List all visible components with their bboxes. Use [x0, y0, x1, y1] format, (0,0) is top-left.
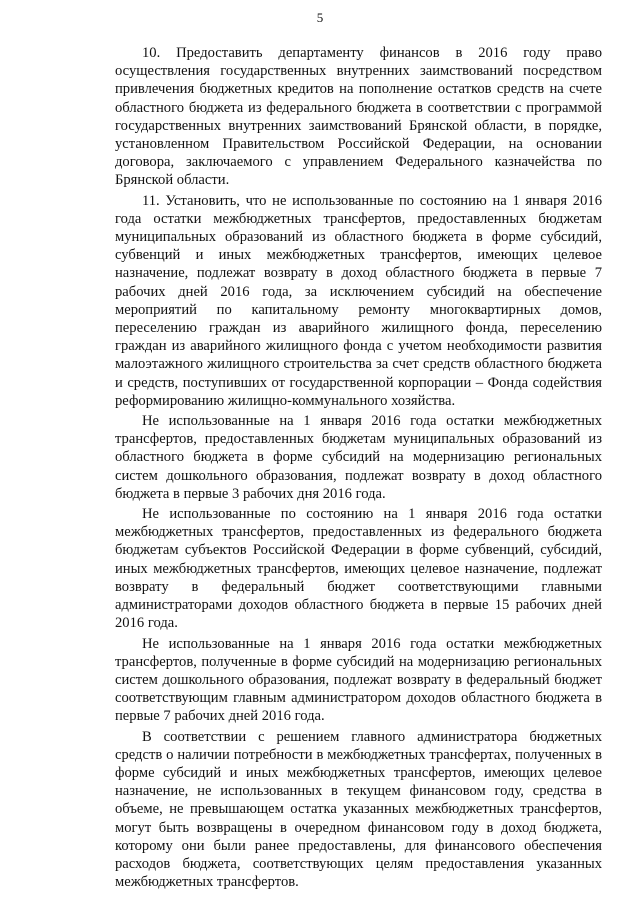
document-body	[115, 44, 602, 891]
page-number: 5	[316, 10, 324, 25]
paragraph-preschool-subsidies-return: Не использованные на 1 января 2016 года остатки межбюджетных трансфертов, предоставленных бюджетам муниципальных образований из областного бюджета в форме субсидий на модернизацию региональных систем дошкольного образования, подлежат возврату в доход областного бюджета в первые 3 рабочих дня 2016 года.	[115, 413, 602, 502]
paragraph-reuse-of-transfers: В соответствии с решением главного администратора бюджетных средств о наличии потребности в межбюджетных трансфертах, полученных в форме субсидий и иных межбюджетных трансфертов, имеющих целевое назначение, не использованных в текущем финансовом году, средства в объеме, не превышающем остатка указанных межбюджетных трансфертов, могут быть возвращены в очередном финансовом году в доход бюджета, которому они были ранее предоставлены, для финансового обеспечения расходов бюджета, соответствующих целям предоставления указанных межбюджетных трансфертов.	[115, 728, 602, 891]
paragraph-federal-transfers-return: Не использованные по состоянию на 1 января 2016 года остатки межбюджетных трансфертов, предоставленных из федерального бюджета бюджетам субъектов Российской Федерации в форме субвенций, субсидий, иных межбюджетных трансфертов, имеющих целевое назначение, подлежат возврату в федеральный бюджет соответствующими главными администраторами доходов областного бюджета в первые 15 рабочих дней 2016 года.	[115, 506, 602, 632]
paragraph-10: 10. Предоставить департаменту финансов в 2016 году право осуществления государственных внутренних заимствований посредством привлечения бюджетных кредитов на пополнение остатков средств на счете областного бюджета из федерального бюджета в соответствии с программой государственных внутренних заимствований Брянской области, в порядке, установленном Правительством Российской Федерации, на основании договора, заключаемого с управлением Федерального казначейства по Брянской области.	[115, 45, 602, 189]
paragraph-11: 11. Установить, что не использованные по состоянию на 1 января 2016 года остатки межбюджетных трансфертов, предоставленных бюджетам муниципальных образований из областного бюджета в форме субсидий, субвенций и иных межбюджетных трансфертов, имеющих целевое назначение, подлежат возврату в доход областного бюджета в первые 7 рабочих дней 2016 года, за исключением субсидий на обеспечение мероприятий по капитальному ремонту многоквартирных домов, переселению граждан из аварийного жилищного фонда, переселению граждан из аварийного жилищного фонда с учетом необходимости развития малоэтажного жилищного строительства за счет средств областного бюджета и средств, поступивших от государственной корпорации – Фонда содействия реформированию жилищно-коммунального хозяйства.	[115, 192, 602, 409]
paragraph-preschool-federal-return: Не использованные на 1 января 2016 года остатки межбюджетных трансфертов, полученные в форме субсидий на модернизацию региональных систем дошкольного образования, подлежат возврату в федеральный бюджет соответствующим главным администратором доходов областного бюджета в первые 7 рабочих дней 2016 года.	[115, 635, 602, 725]
